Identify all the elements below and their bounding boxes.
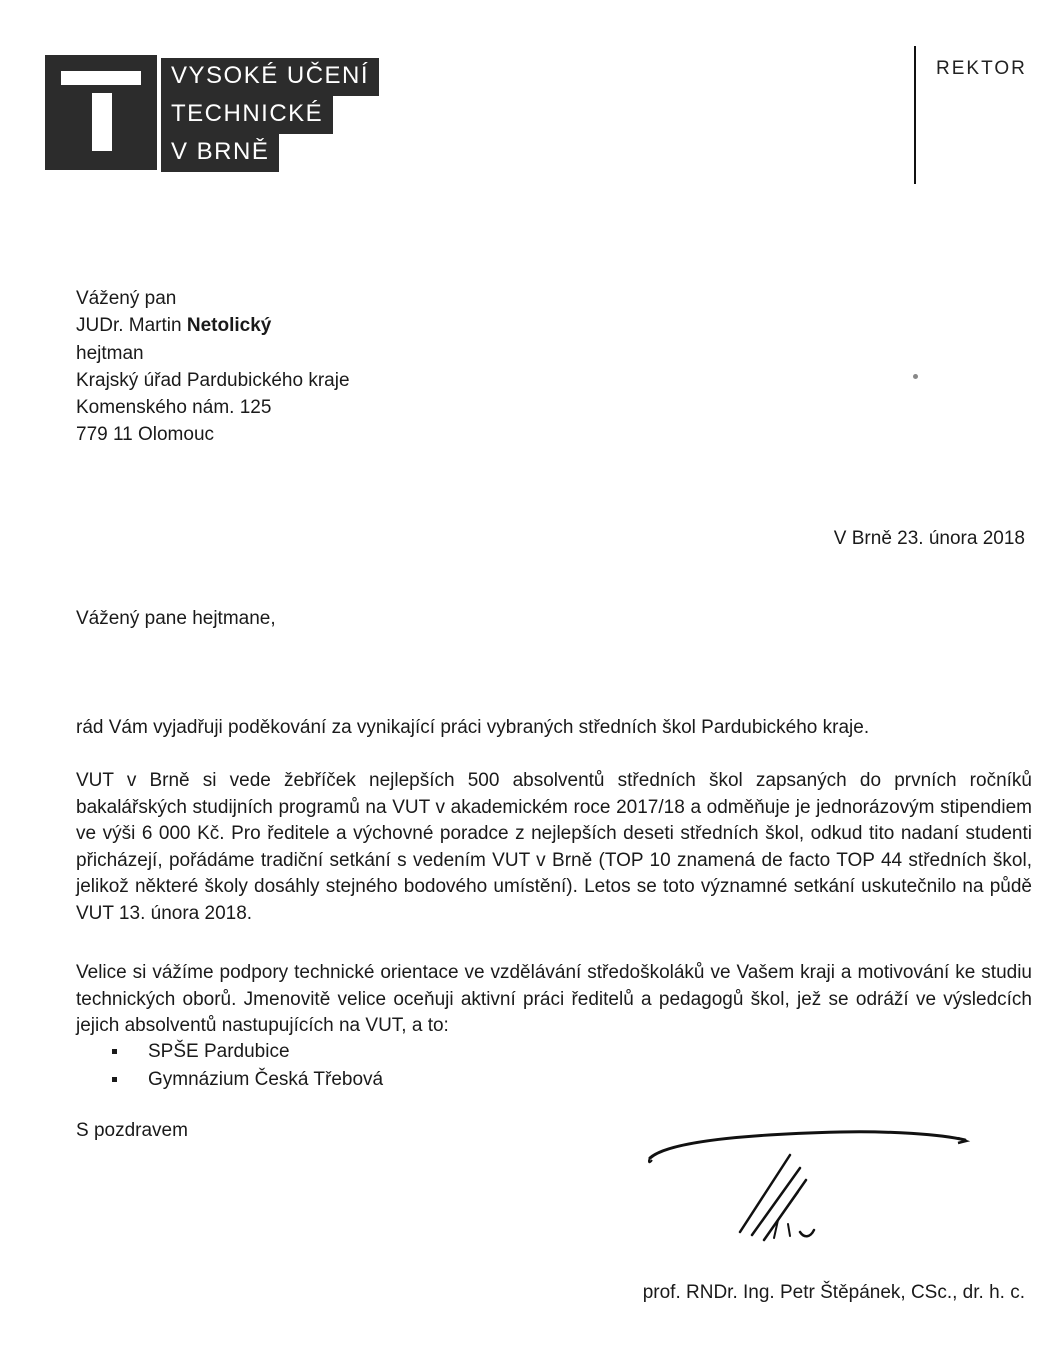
closing-greeting: S pozdravem	[76, 1120, 188, 1141]
logo-t-emblem	[45, 55, 157, 170]
header-divider	[914, 46, 916, 184]
recipient-address	[76, 285, 350, 449]
logo-t-stem	[92, 93, 112, 151]
school-list-item	[112, 1066, 383, 1094]
logo-text-line-2: TECHNICKÉ	[161, 96, 333, 134]
paragraph-1: rád Vám vyjadřuji poděkování za vynikající práci vybraných středních škol Pardubického kraje.	[76, 717, 870, 738]
letter-date: V Brně 23. února 2018	[833, 528, 1025, 549]
bullet-icon	[112, 1077, 117, 1082]
logo-text-line-1: VYSOKÉ UČENÍ	[161, 58, 379, 96]
scan-speck	[913, 374, 918, 379]
handwritten-signature	[640, 1120, 980, 1260]
school-list-item	[112, 1038, 383, 1066]
office-label: REKTOR	[936, 58, 1027, 79]
logo-t-bar	[61, 71, 141, 85]
paragraph-2: VUT v Brně si vede žebříček nejlepších 500 absolventů středních škol zapsaných do prvních ročníků bakalářských studijních programů na VUT v akademickém roce 2017/18 a odměňuje je jednorázovým stipendiem ve výši 6 000 Kč. Pro ředitele a výchovné poradce z nejlepších deseti středních škol, odkud tito nadaní studenti přicházejí, pořádáme tradiční setkání s vedením VUT v Brně (TOP 10 znamená de facto TOP 44 středních škol, jelikož některé školy dosáhly stejného bodového umístění). Letos se toto významné setkání uskutečnilo na půdě VUT 13. února 2018.	[76, 770, 1032, 924]
logo-text-line-3: V BRNĚ	[161, 134, 279, 172]
school-list	[112, 1038, 383, 1094]
bullet-icon	[112, 1049, 117, 1054]
school-name: Gymnázium Česká Třebová	[148, 1069, 384, 1090]
recipient-name-prefix: JUDr. Martin	[76, 315, 187, 337]
letter-salutation: Vážený pane hejtmane,	[76, 608, 276, 629]
recipient-office: Krajský úřad Pardubického kraje	[76, 369, 350, 391]
signatory-name: prof. RNDr. Ing. Petr Štěpánek, CSc., dr. h. c.	[642, 1282, 1025, 1303]
recipient-salutation-line: Vážený pan	[76, 288, 177, 309]
school-name: SPŠE Pardubice	[148, 1041, 290, 1062]
paragraph-3: Velice si vážíme podpory technické orientace ve vzdělávání středoškoláků ve Vašem kraji a motivování ke studiu technických oborů. Jmenovitě velice oceňuji aktivní práci ředitelů a pedagogů škol, jež se odráží ve výsledcích jejich absolventů nastupujících na VUT, a to:	[76, 962, 1032, 1036]
recipient-street: Komenského nám. 125	[76, 397, 272, 419]
recipient-surname: Netolický	[186, 315, 272, 337]
recipient-position: hejtman	[76, 342, 144, 364]
recipient-name	[76, 312, 350, 339]
recipient-city: 779 11 Olomouc	[76, 424, 215, 446]
university-logo	[45, 55, 385, 175]
